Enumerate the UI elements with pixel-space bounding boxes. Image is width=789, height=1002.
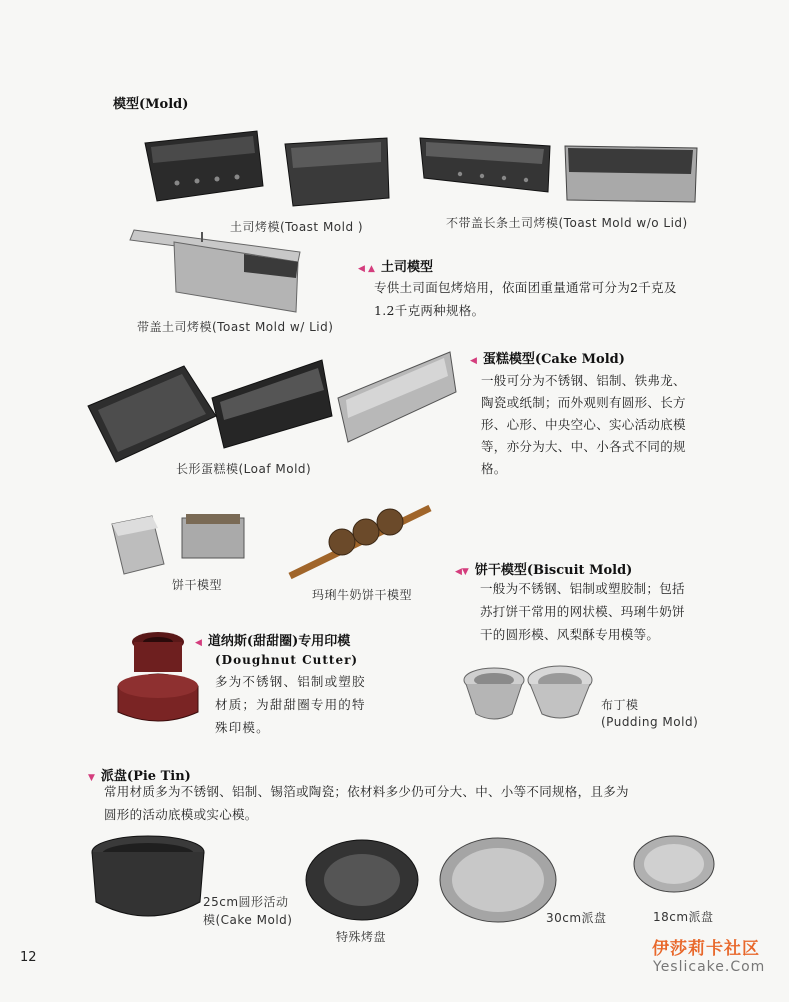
madeleine-mold-image xyxy=(286,502,436,582)
pink-triangle-arrow-icon: ◀ xyxy=(195,638,202,648)
cake-line: 格。 xyxy=(481,461,507,476)
caption-pie-30: 30cm派盘 xyxy=(546,911,607,925)
cake-heading-text: 蛋糕模型(Cake Mold) xyxy=(482,352,625,367)
caption-pudding-en: (Pudding Mold) xyxy=(601,715,699,729)
doughnut-line: 材质；为甜甜圈专用的特 xyxy=(215,697,366,712)
cake-description xyxy=(481,370,731,480)
watermark-url: Yeslicake.Com xyxy=(653,959,766,975)
toast-heading xyxy=(358,256,433,275)
cake-heading xyxy=(470,348,625,367)
toast-line: 1.2千克两种规格。 xyxy=(374,303,485,318)
biscuit-line: 干的圆形模、风梨酥专用模等。 xyxy=(480,627,660,642)
pie-line: 常用材质多为不锈钢、铝制、锡箔或陶瓷；依材料多少仍可分大、中、小等不同规格，且多为 xyxy=(104,784,629,799)
pink-triangle-arrow-icon: ▼ xyxy=(88,773,95,783)
toast-mold-lid-image xyxy=(124,226,304,316)
pink-triangle-arrow-icon: ◀▼ xyxy=(455,567,469,577)
loaf-mold-image xyxy=(88,352,468,462)
doughnut-heading-text: 道纳斯(甜甜圈)专用印模 xyxy=(207,634,351,649)
cake-line: 形、心形、中央空心、实心活动底模 xyxy=(481,417,686,432)
pudding-mold-image xyxy=(462,662,602,728)
caption-loaf-mold: 长形蛋糕模(Loaf Mold) xyxy=(176,462,312,476)
doughnut-line: 殊印模。 xyxy=(215,720,270,735)
pie-line: 圆形的活动底模或实心模。 xyxy=(104,807,258,822)
watermark-title: 伊莎莉卡社区 xyxy=(652,939,760,959)
toast-description xyxy=(374,276,734,322)
doughnut-subheading: (Doughnut Cutter) xyxy=(215,653,359,667)
biscuit-description xyxy=(480,577,730,646)
doughnut-cutter-image xyxy=(114,626,204,730)
pie-tins-image xyxy=(90,832,730,932)
caption-toast-lid: 带盖土司烤模(Toast Mold w/ Lid) xyxy=(137,320,334,334)
caption-cake-round-2: 模(Cake Mold) xyxy=(203,913,293,927)
toast-mold-no-lid-image xyxy=(420,134,720,204)
toast-mold-image xyxy=(140,126,410,216)
caption-toast-no-lid: 不带盖长条土司烤模(Toast Mold w/o Lid) xyxy=(446,216,688,230)
caption-special-pan: 特殊烤盘 xyxy=(336,930,387,944)
section-title: 模型(Mold) xyxy=(113,97,189,112)
caption-toast-mold: 土司烤模(Toast Mold ) xyxy=(230,220,364,234)
biscuit-heading xyxy=(455,559,632,578)
caption-madeleine: 玛琍牛奶饼干模型 xyxy=(312,588,413,602)
cake-line: 等，亦分为大、中、小各式不同的规 xyxy=(481,439,686,454)
doughnut-heading xyxy=(195,630,350,649)
cake-line: 一般可分为不锈钢、铝制、铁弗龙、 xyxy=(481,373,686,388)
biscuit-line: 苏打饼干常用的网状模、玛琍牛奶饼 xyxy=(480,604,685,619)
doughnut-line: 多为不锈钢、铝制或塑胶 xyxy=(215,674,366,689)
cake-line: 陶瓷或纸制；而外观则有圆形、长方 xyxy=(481,395,686,410)
biscuit-mold-image xyxy=(108,510,248,580)
caption-biscuit-mold: 饼干模型 xyxy=(172,578,223,592)
pie-description xyxy=(104,780,734,826)
toast-line: 专供土司面包烤焙用，依面团重量通常可分为2千克及 xyxy=(374,280,677,295)
caption-cake-round-1: 25cm圆形活动 xyxy=(203,895,289,909)
toast-heading-text: 土司模型 xyxy=(380,260,433,275)
caption-pudding-cn: 布丁模 xyxy=(601,698,639,712)
page-number: 12 xyxy=(20,950,37,965)
biscuit-heading-text: 饼干模型(Biscuit Mold) xyxy=(474,563,633,578)
biscuit-line: 一般为不锈钢、铝制或塑胶制；包括 xyxy=(480,581,685,596)
pie-heading-text: 派盘(Pie Tin) xyxy=(100,769,191,784)
pink-triangle-arrow-icon: ◀ ▲ xyxy=(358,264,375,274)
pink-triangle-arrow-icon: ◀ xyxy=(470,356,477,366)
doughnut-description xyxy=(215,670,405,739)
caption-pie-18: 18cm派盘 xyxy=(653,910,714,924)
